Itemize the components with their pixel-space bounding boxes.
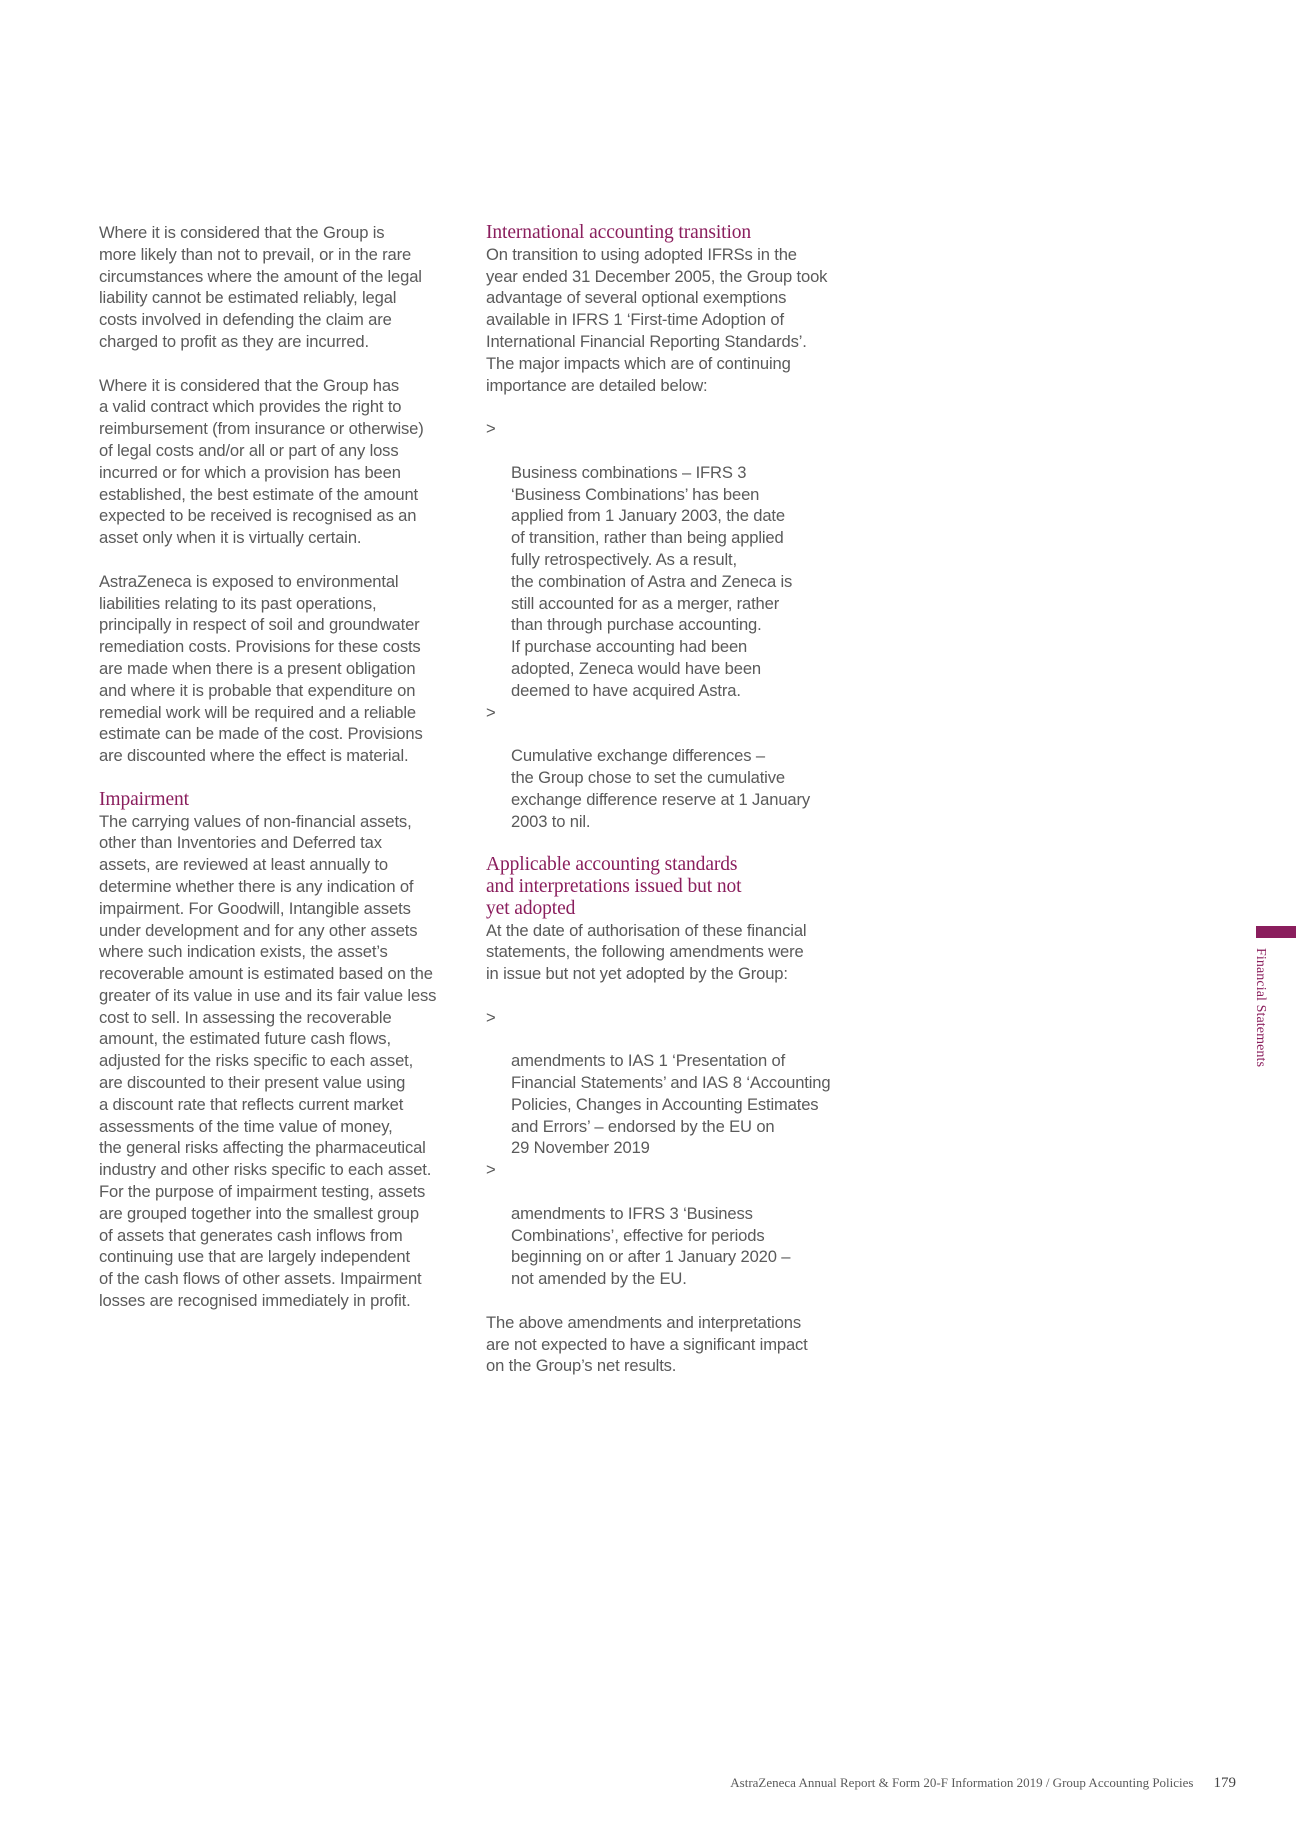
list-item <box>486 1159 858 1290</box>
list-item-text: Business combinations – IFRS 3 ‘Business Combinations’ has been applied from 1 January 2003, the date of transition, rather than being applied fully retrospectively. As a result, the combination of Astra and Zeneca is still accounted for as a merger, rather than through purchase accounting. If purchase accounting had been adopted, Zeneca would have been deemed to have acquired Astra. <box>511 462 793 700</box>
standards-list <box>486 1007 858 1290</box>
bullet-arrow-icon: > <box>486 419 496 439</box>
environmental-paragraph: AstraZeneca is exposed to environmental liabilities relating to its past operations, principally in respect of soil and groundwater remediation costs. Provisions for these costs are made when there is a present obligation and where it is probable that expenditure on remedial work will be required and a reliable estimate can be made of the cost. Provisions are discounted where the effect is material. <box>99 571 423 766</box>
impairment-paragraph: The carrying values of non-financial assets, other than Inventories and Deferred tax assets, are reviewed at least annually to determine whether there is any indication of impairment. For Goodwill, Intangible assets under development and for any other assets where such indication exists, the asset’s recoverable amount is estimated based on the greater of its value in use and its fair value less cost to sell. In assessing the recoverable amount, the estimated future cash flows, adjusted for the risks specific to each asset, are discounted to their present value using a discount rate that reflects current market assessments of the time value of money, the general risks affecting the pharmaceutical industry and other risks specific to each asset. For the purpose of impairment testing, assets are grouped together into the smallest group of assets that generates cash inflows from continuing use that are largely independent of the cash flows of other assets. Impairment losses are recognised immediately in profit. <box>99 811 437 1311</box>
legal-costs-paragraph: Where it is considered that the Group is more likely than not to prevail, or in the rare circumstances where the amount of the legal liability cannot be estimated reliably, legal costs involved in defending the claim are charged to profit as they are incurred. <box>99 223 422 351</box>
list-item-text: Cumulative exchange differences – the Group chose to set the cumulative exchange difference reserve at 1 January 2003 to nil. <box>511 746 811 831</box>
closing-paragraph: The above amendments and interpretations are not expected to have a significant impact on the Group’s net results. <box>486 1312 808 1376</box>
bullet-arrow-icon: > <box>486 1160 496 1180</box>
list-item-text: amendments to IFRS 3 ‘Business Combinations’, effective for periods beginning on or after 1 January 2020 – not amended by the EU. <box>511 1203 791 1289</box>
list-item <box>486 418 858 701</box>
list-item-text: amendments to IAS 1 ‘Presentation of Financial Statements’ and IAS 8 ‘Accounting Policies, Changes in Accounting Estimates and Errors’ – endorsed by the EU on 29 November 2019 <box>511 1051 831 1158</box>
transition-paragraph: On transition to using adopted IFRSs in the year ended 31 December 2005, the Group took advantage of several optional exemptions available in IFRS 1 ‘First-time Adoption of International Financial Reporting Standards’. The major impacts which are of continuing importance are detailed below: <box>486 244 828 395</box>
left-column <box>99 222 471 1334</box>
section-tab-label: Financial Statements <box>1253 948 1268 1068</box>
list-item <box>486 1007 858 1160</box>
right-column <box>486 222 858 1399</box>
standards-paragraph: At the date of authorisation of these financial statements, the following amendments were in issue but not yet adopted by the Group: <box>486 920 807 984</box>
reimbursement-paragraph: Where it is considered that the Group has a valid contract which provides the right to reimbursement (from insurance or otherwise) of legal costs and/or all or part of any loss incurred or for which a provision has been established, the best estimate of the amount expected to be received is recognised as an asset only when it is virtually certain. <box>99 375 424 548</box>
list-item <box>486 702 858 833</box>
standards-heading: Applicable accounting standards and interpretations issued but not yet adopted <box>486 854 742 919</box>
transition-list <box>486 418 858 832</box>
bullet-arrow-icon: > <box>486 702 496 722</box>
transition-heading: International accounting transition <box>486 222 752 243</box>
page-footer <box>730 1775 1236 1792</box>
page-number: 179 <box>1213 1775 1236 1791</box>
bullet-arrow-icon: > <box>486 1007 496 1027</box>
section-tab-marker <box>1256 926 1296 938</box>
footer-text: AstraZeneca Annual Report & Form 20-F Information 2019 / Group Accounting Policies <box>730 1775 1194 1790</box>
impairment-heading: Impairment <box>99 788 189 810</box>
